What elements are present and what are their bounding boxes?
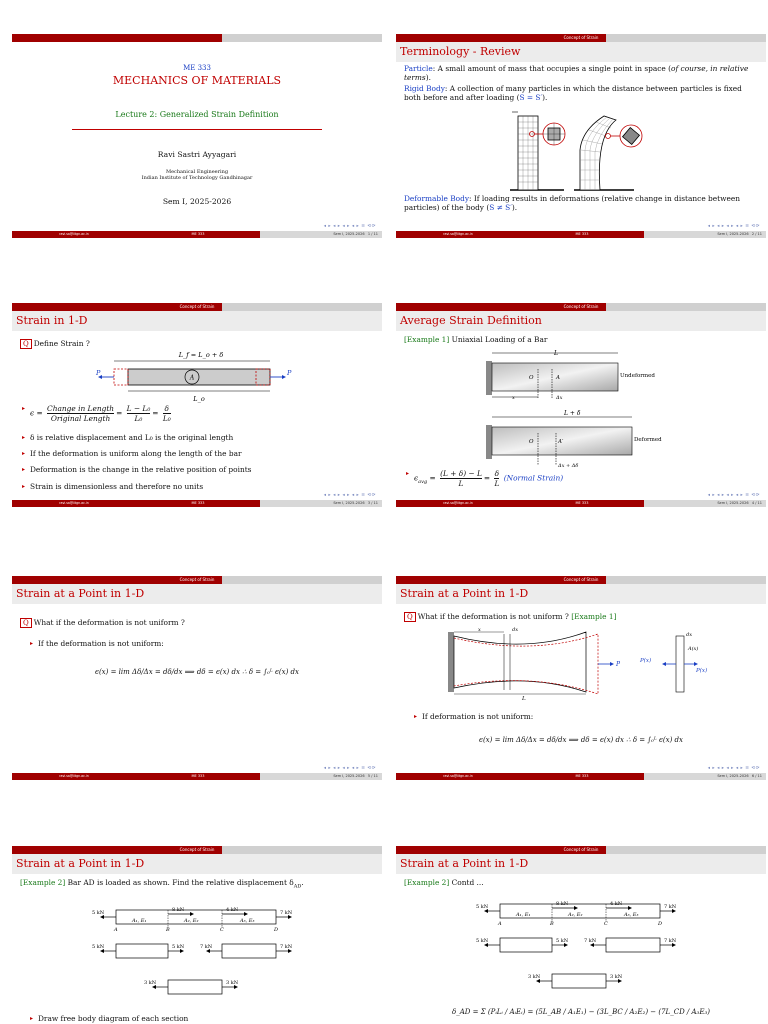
footer-course: ME 333 <box>136 773 260 780</box>
svg-text:3 kN: 3 kN <box>226 980 239 986</box>
lecture-title: Lecture 2: Generalized Strain Definition <box>115 110 279 119</box>
footer-semester: Sem I, 2025-2026 <box>717 774 749 778</box>
example-tag: [Example 1] <box>571 612 617 621</box>
slide-title: Strain at a Point in 1-D <box>400 587 529 600</box>
slide-title: Average Strain Definition <box>400 314 542 327</box>
svg-text:3 kN: 3 kN <box>610 974 623 980</box>
section-name: Concept of Strain <box>563 577 599 582</box>
footer-semester: Sem I, 2025-2026 <box>717 501 749 505</box>
question-box: Q <box>20 339 32 349</box>
svg-text:5 kN: 5 kN <box>476 938 489 944</box>
svg-text:8 kN: 8 kN <box>556 901 569 907</box>
svg-text:D: D <box>658 921 663 927</box>
svg-text:O: O <box>529 439 534 445</box>
dx-ddelta-label: Δx + Δδ <box>558 463 579 469</box>
rigid-deformable-figure <box>504 110 664 194</box>
slide-5 <box>12 576 382 780</box>
svg-text:7 kN: 7 kN <box>200 944 213 950</box>
slide-topbar <box>12 303 382 311</box>
bullet-uniform: ▸ If the deformation is uniform along the length of the bar <box>22 449 242 458</box>
bullet-fbd: ▸ Draw free body diagram of each section <box>30 1014 188 1023</box>
strain-point-equation: ϵ(x) = lim Δδ/Δx = dδ/dx ⟹ dδ = ϵ(x) dx ∴ δ = ∫₀ᴸ ϵ(x) dx <box>95 668 299 676</box>
section-name: Concept of Strain <box>179 577 215 582</box>
course-title: MECHANICS OF MATERIALS <box>112 74 282 87</box>
nav-controls[interactable]: ◂ ▸ ◂ ▸ ◂ ▸ ◂ ▸ ≡ ⟲⟳ <box>323 766 376 771</box>
question-line: Q What if the deformation is not uniform ? [Example 1] <box>404 612 616 622</box>
svg-text:D: D <box>274 927 279 933</box>
nav-controls[interactable]: ◂ ▸ ◂ ▸ ◂ ▸ ◂ ▸ ≡ ⟲⟳ <box>323 224 376 229</box>
bullet-dimensionless: ▸ Strain is dimensionless and therefore no units <box>22 482 203 491</box>
particle-definition: Particle: A small amount of mass that occupies a single point in space (of course, in relative terms). <box>404 64 749 83</box>
svg-text:7 kN: 7 kN <box>664 904 677 910</box>
svg-text:dx: dx <box>686 632 693 638</box>
page-number: 1 / 11 <box>367 232 378 236</box>
svg-text:7 kN: 7 kN <box>280 944 293 950</box>
author-name: Ravi Sastri Ayyagari <box>157 150 237 159</box>
dx-label: Δx <box>556 395 563 401</box>
p-right-label: P <box>287 369 292 377</box>
deformed-label: Deformed <box>634 437 662 443</box>
slide-title: Strain at a Point in 1-D <box>400 857 529 870</box>
footer-semester: Sem I, 2025-2026 <box>333 232 365 236</box>
bullet-deformation: ▸ Deformation is the change in the relative position of points <box>22 465 251 474</box>
semester-text: Sem I, 2025-2026 <box>162 197 232 206</box>
footer-email: ravi.sa@iitgn.ac.in <box>396 500 520 507</box>
slide-title: Strain in 1-D <box>16 314 88 327</box>
svg-text:A₁, E₁: A₁, E₁ <box>516 912 531 918</box>
svg-text:A: A <box>498 921 502 927</box>
example-line: [Example 1] Uniaxial Loading of a Bar <box>404 335 548 344</box>
footer-email: ravi.sa@iitgn.ac.in <box>396 773 520 780</box>
example-line: [Example 2] Bar AD is loaded as shown. Find the relative displacement $\delta_{AD}$. <box>20 878 304 890</box>
slide-title-bar <box>396 854 766 874</box>
question-box: Q <box>404 612 416 622</box>
svg-text:B: B <box>166 927 170 933</box>
dx-label: dx <box>512 627 519 633</box>
slide-title-bar <box>12 311 382 331</box>
particle-label: Particle <box>404 64 433 73</box>
slide-footer <box>396 500 766 507</box>
section-name: Concept of Strain <box>179 304 215 309</box>
p-label: P <box>616 661 621 668</box>
question-line: Q Define Strain ? <box>20 339 90 349</box>
avg-strain-equation: ▸ $\epsilon_{avg}$ = $\frac{(L + \delta) - L}{L}$ = $\frac{\delta}{L}$ (Normal Strain) <box>406 469 563 488</box>
svg-text:7 kN: 7 kN <box>584 938 597 944</box>
nav-controls[interactable]: ◂ ▸ ◂ ▸ ◂ ▸ ◂ ▸ ≡ ⟲⟳ <box>323 493 376 498</box>
x-label: x <box>512 395 515 401</box>
svg-text:5 kN: 5 kN <box>476 904 489 910</box>
slide-8 <box>396 846 766 1024</box>
prop-3: A₃, E₃ <box>240 918 255 924</box>
slide-7 <box>12 846 382 1024</box>
rigid-label: Rigid Body <box>404 84 445 93</box>
nav-controls[interactable]: ◂ ▸ ◂ ▸ ◂ ▸ ◂ ▸ ≡ ⟲⟳ <box>707 224 760 229</box>
l-label: L <box>554 350 558 357</box>
footer-semester: Sem I, 2025-2026 <box>717 232 749 236</box>
load-d: 7 kN <box>280 910 293 916</box>
example-tag: [Example 1] <box>404 335 450 344</box>
loaded-bar-figure <box>92 904 302 1014</box>
strain-equation: ▸ ϵ = Change in Length Original Length = $\frac{\text{L − L₀}}{\text{L₀}}$ = $\frac{\delta}{\text{L₀}}$ <box>22 404 173 423</box>
svg-text:4 kN: 4 kN <box>610 901 623 907</box>
p-left-label: P <box>96 369 101 377</box>
load-a: 5 kN <box>92 910 105 916</box>
a-label: A <box>189 374 195 382</box>
slide-topbar <box>12 576 382 584</box>
slide-title-bar <box>396 42 766 62</box>
svg-text:5 kN: 5 kN <box>556 938 569 944</box>
svg-text:5 kN: 5 kN <box>172 944 185 950</box>
slide-title-bar <box>396 584 766 604</box>
displacement-equation: δ_AD = Σ (PᵢLᵢ / AᵢEᵢ) = (5L_AB / A₁E₁) − (3L_BC / A₂E₂) − (7L_CD / A₃E₃) <box>452 1008 710 1016</box>
nav-controls[interactable]: ◂ ▸ ◂ ▸ ◂ ▸ ◂ ▸ ≡ ⟲⟳ <box>707 766 760 771</box>
deformable-definition: Deformable Body: If loading results in deformations (relative change in distance between particles) of the body (S ≠ S′). <box>404 194 740 213</box>
question-box: Q <box>20 618 32 628</box>
page-number: 3 / 11 <box>367 501 378 505</box>
slide-topbar <box>396 846 766 854</box>
slide-6 <box>396 576 766 780</box>
slide-title-bar <box>12 854 382 874</box>
rigid-definition: Rigid Body: A collection of many particles in which the distance between particles is fixed both before and after loading (S = S′). <box>404 84 742 103</box>
svg-text:7 kN: 7 kN <box>664 938 677 944</box>
svg-text:3 kN: 3 kN <box>144 980 157 986</box>
example-line: [Example 2] Contd ... <box>404 878 484 887</box>
footer-course: ME 333 <box>520 500 644 507</box>
slide-1 <box>12 34 382 238</box>
footer-email: ravi.sa@iitgn.ac.in <box>396 231 520 238</box>
normal-strain-label: (Normal Strain) <box>503 473 564 483</box>
author-institute: Indian Institute of Technology Gandhinagar <box>141 175 253 181</box>
nav-controls[interactable]: ◂ ▸ ◂ ▸ ◂ ▸ ◂ ▸ ≡ ⟲⟳ <box>707 493 760 498</box>
example-tag: [Example 2] <box>20 878 66 887</box>
prop-1: A₁, E₁ <box>132 918 147 924</box>
footer-email: ravi.sa@iitgn.ac.in <box>12 773 136 780</box>
px-right-label: P(x) <box>696 668 708 674</box>
uniaxial-bar-figure <box>484 347 684 471</box>
x-label: x <box>478 627 481 633</box>
loaded-bar-figure <box>476 898 686 1002</box>
slide-footer <box>396 231 766 238</box>
slide-title: Terminology - Review <box>400 45 521 58</box>
slide-title-bar <box>396 311 766 331</box>
section-name: Concept of Strain <box>563 35 599 40</box>
footer-course: ME 333 <box>520 231 644 238</box>
footer-email: ravi.sa@iitgn.ac.in <box>12 231 136 238</box>
o-label: O <box>529 375 534 381</box>
l-label: L <box>522 696 526 702</box>
svg-text:A₂, E₂: A₂, E₂ <box>568 912 583 918</box>
slide-topbar <box>396 576 766 584</box>
slide-topbar <box>396 303 766 311</box>
slide-title: Strain at a Point in 1-D <box>16 587 145 600</box>
bullet-not-uniform: ▸ If the deformation is not uniform: <box>30 639 164 648</box>
bar-figure <box>96 349 306 403</box>
svg-text:C: C <box>604 921 608 927</box>
footer-email: ravi.sa@iitgn.ac.in <box>12 500 136 507</box>
title-rule <box>72 129 322 130</box>
slide-title: Strain at a Point in 1-D <box>16 857 145 870</box>
example-tag: [Example 2] <box>404 878 450 887</box>
svg-text:A: A <box>114 927 118 933</box>
footer-course: ME 333 <box>136 500 260 507</box>
page-number: 4 / 11 <box>751 501 762 505</box>
footer-course: ME 333 <box>136 231 260 238</box>
a-prime-label: A′ <box>558 439 564 445</box>
author-dept: Mechanical Engineering <box>165 169 229 175</box>
load-c: 4 kN <box>226 907 239 913</box>
slide-topbar <box>396 34 766 42</box>
svg-text:B: B <box>550 921 554 927</box>
deformable-label: Deformable Body <box>404 194 470 203</box>
a-label: A <box>556 375 560 381</box>
load-b: 8 kN <box>172 907 185 913</box>
lo-label: L_o <box>193 395 205 403</box>
slide-footer <box>12 500 382 507</box>
page-number: 2 / 11 <box>751 232 762 236</box>
footer-course: ME 333 <box>520 773 644 780</box>
undeformed-label: Undeformed <box>620 373 655 379</box>
lf-label: L_f = L_o + δ <box>178 351 224 359</box>
slide-title-bar <box>12 584 382 604</box>
slide-topbar <box>12 846 382 854</box>
section-name: Concept of Strain <box>563 304 599 309</box>
slide-4 <box>396 303 766 507</box>
question-line: Q What if the deformation is not uniform ? <box>20 618 185 628</box>
slide-footer <box>396 773 766 780</box>
section-name: Concept of Strain <box>563 847 599 852</box>
tapered-bar-figure <box>446 626 706 700</box>
svg-text:3 kN: 3 kN <box>528 974 541 980</box>
ax-label: A(x) <box>688 646 699 652</box>
svg-text:5 kN: 5 kN <box>92 944 105 950</box>
svg-text:A₃, E₃: A₃, E₃ <box>624 912 639 918</box>
bullet-not-uniform: ▸ If deformation is not uniform: <box>414 712 533 721</box>
page-number: 5 / 11 <box>367 774 378 778</box>
bullet-relative-displacement: ▸ δ is relative displacement and L₀ is the original length <box>22 433 233 442</box>
slide-topbar <box>12 34 382 42</box>
footer-semester: Sem I, 2025-2026 <box>333 774 365 778</box>
slide-footer <box>12 773 382 780</box>
course-code: ME 333 <box>183 64 211 72</box>
svg-text:C: C <box>220 927 224 933</box>
strain-point-equation: ϵ(x) = lim Δδ/Δx = dδ/dx ⟹ dδ = ϵ(x) dx ∴ δ = ∫₀ᴸ ϵ(x) dx <box>479 736 683 744</box>
l-delta-label: L + δ <box>564 410 581 417</box>
slide-footer <box>12 231 382 238</box>
px-left-label: P(x) <box>640 658 652 664</box>
page-number: 6 / 11 <box>751 774 762 778</box>
footer-semester: Sem I, 2025-2026 <box>333 501 365 505</box>
slide-2 <box>396 34 766 238</box>
slide-3 <box>12 303 382 507</box>
section-name: Concept of Strain <box>179 847 215 852</box>
prop-2: A₂, E₂ <box>184 918 199 924</box>
